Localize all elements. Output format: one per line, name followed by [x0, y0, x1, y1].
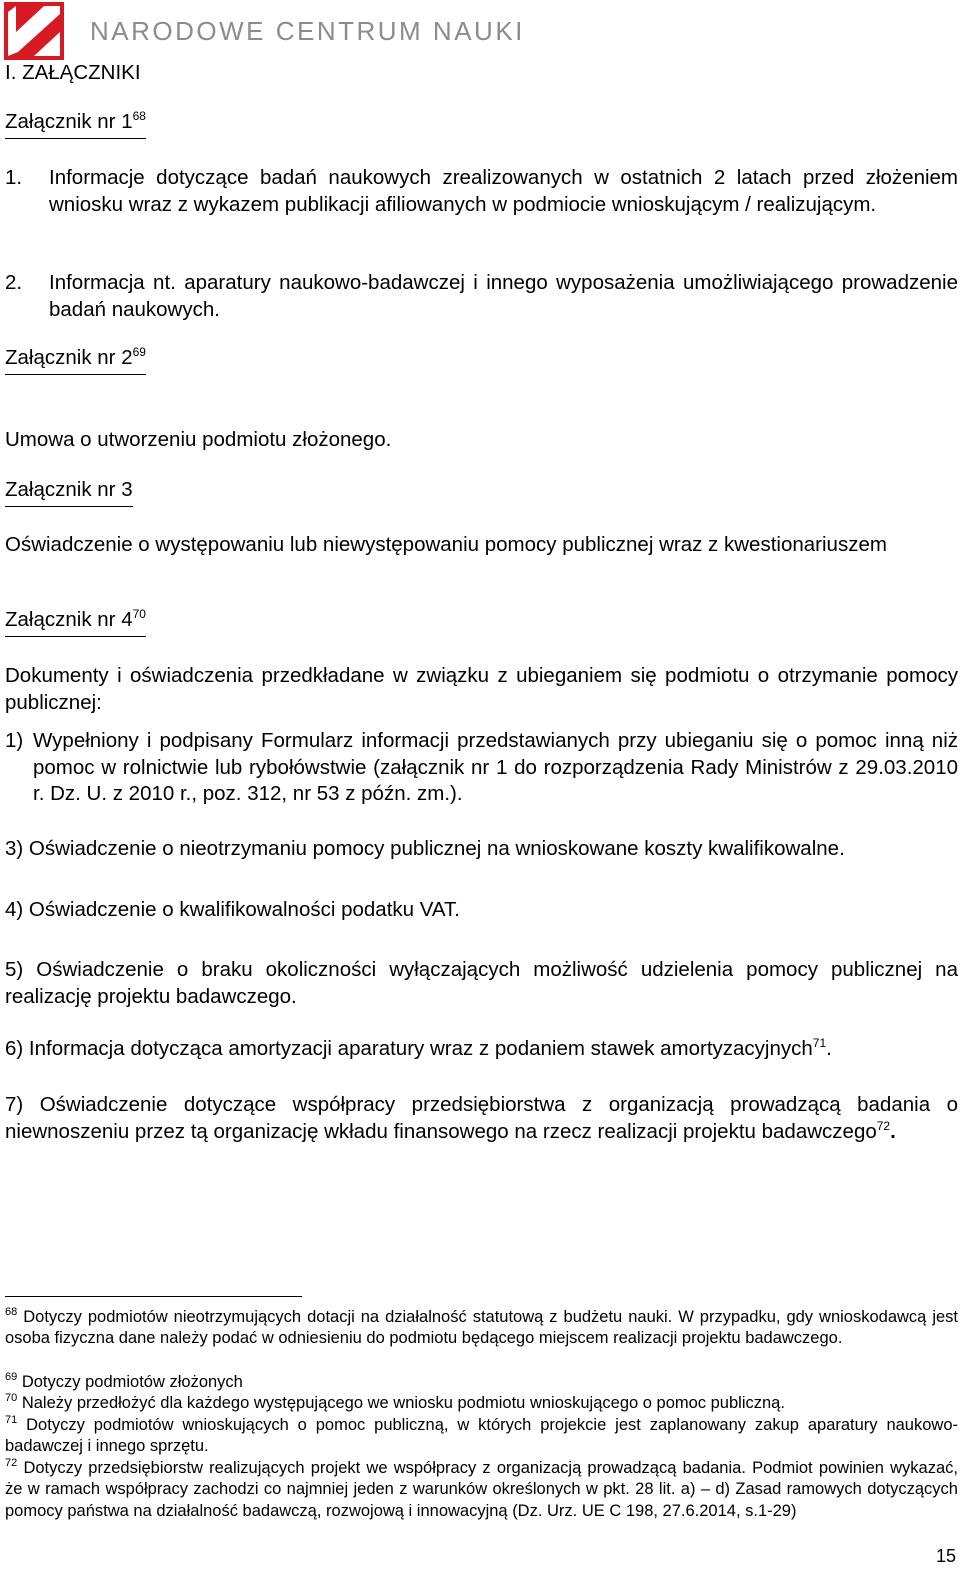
footnote-70: $^{70}$ Należy przedłożyć dla każdego występującego we wniosku podmiotu wnioskującego o pomoc publiczną. — [5, 1392, 785, 1412]
attachment-4-intro: Dokumenty i oświadczenia przedkładane w związku z ubieganiem się podmiotu o otrzymanie pomocy publicznej: — [5, 664, 958, 714]
footnote-69: $^{69}$ Dotyczy podmiotów złożonych — [5, 1371, 243, 1391]
footnote-ref-70: 70 — [132, 607, 146, 621]
att4-item-7: 7) Oświadczenie dotyczące współpracy przedsiębiorstwa z organizacją prowadzącą badania o niewnoszeniu przez tą organizację wkładu finansowego na rzecz realizacji projektu badawczego$^{72}$. — [5, 1093, 958, 1143]
att4-item-6: 6) Informacja dotycząca amortyzacji aparatury wraz z podaniem stawek amortyzacyjnych$^{71}$. — [5, 1036, 832, 1060]
footnote-ref-71: 71 — [812, 1036, 827, 1050]
footnote-ref-69: 69 — [132, 345, 146, 359]
att4-item-3: 3) Oświadczenie o nieotrzymaniu pomocy publicznej na wnioskowane koszty kwalifikowalne. — [5, 837, 845, 860]
attachment-3-text: Oświadczenie o występowaniu lub niewystępowaniu pomocy publicznej wraz z kwestionariuszem — [5, 533, 887, 556]
attachment-4-heading: Załącznik nr $4^{70}$ — [5, 608, 958, 637]
attachment-1-heading: Załącznik nr $1^{68}$ — [5, 110, 958, 139]
page-number: 15 — [935, 1546, 956, 1566]
att1-item-1: 1. Informacje dotyczące badań naukowych zrealizowanych w ostatnich 2 latach przed złożeniem wniosku wraz z wykazem publikacji afiliowanych w podmiocie wnioskującym / realizującym. — [5, 166, 958, 216]
footnote-separator — [5, 1296, 302, 1297]
footnote-71: $^{71}$ Dotyczy podmiotów wnioskujących o pomoc publiczną, w których projekcie jest zaplanowany zakup aparatury naukowo-badawczej i innego sprzętu. — [5, 1414, 958, 1456]
footnote-ref-68: 68 — [132, 109, 146, 123]
footnote-68: $^{68}$ Dotyczy podmiotów nieotrzymujących dotacji na działalność statutową z budżetu nauki. W przypadku, gdy wnioskodawcą jest osoba fizyczna dane należy podać w odniesieniu do podmiotu będącego miejscem realizacji projektu badawczego. — [5, 1306, 958, 1348]
attachment-3-heading: Załącznik nr 3 — [5, 478, 958, 507]
att4-item-5: 5) Oświadczenie o braku okoliczności wyłączających możliwość udzielenia pomocy publicznej na realizację projektu badawczego. — [5, 958, 958, 1008]
attachment-2-text: Umowa o utworzeniu podmiotu złożonego. — [5, 428, 392, 451]
footnote-72: $^{72}$ Dotyczy przedsiębiorstw realizujących projekt we współpracy z organizacją prowadzącą badania. Podmiot powinien wykazać, że w ramach współpracy zachodzi co najmniej jeden z warunków określonych w pkt. 28 lit. a) – d) Zasad ramowych dotyczących pomocy państwa na działalność badawczą, rozwojową i innowacyjną (Dz. Urz. UE C 198, 27.6.2014, s.1-29) — [5, 1457, 958, 1520]
att4-item-4: 4) Oświadczenie o kwalifikowalności podatku VAT. — [5, 898, 461, 921]
att1-item-2: 2. Informacja nt. aparatury naukowo-badawczej i innego wyposażenia umożliwiającego prowadzenie badań naukowych. — [5, 271, 958, 321]
attachment-2-heading: Załącznik nr $2^{69}$ — [5, 346, 958, 375]
section-title: I. ZAŁĄCZNIKI — [5, 61, 141, 84]
footnote-ref-72: 72 — [876, 1118, 891, 1133]
brand-name: NARODOWE CENTRUM NAUKI — [90, 16, 525, 46]
ncn-logo-icon — [4, 2, 64, 60]
att4-item-1: 1) Wypełniony i podpisany Formularz informacji przedstawianych przy ubieganiu się o pomoc inną niż pomoc w rolnictwie lub rybołówstwie (załącznik nr 1 do rozporządzenia Rady Ministrów z 29.03.2010 r. Dz. U. z 2010 r., poz. 312, nr 53 z późn. zm.). — [5, 729, 958, 805]
page-header — [0, 0, 960, 62]
